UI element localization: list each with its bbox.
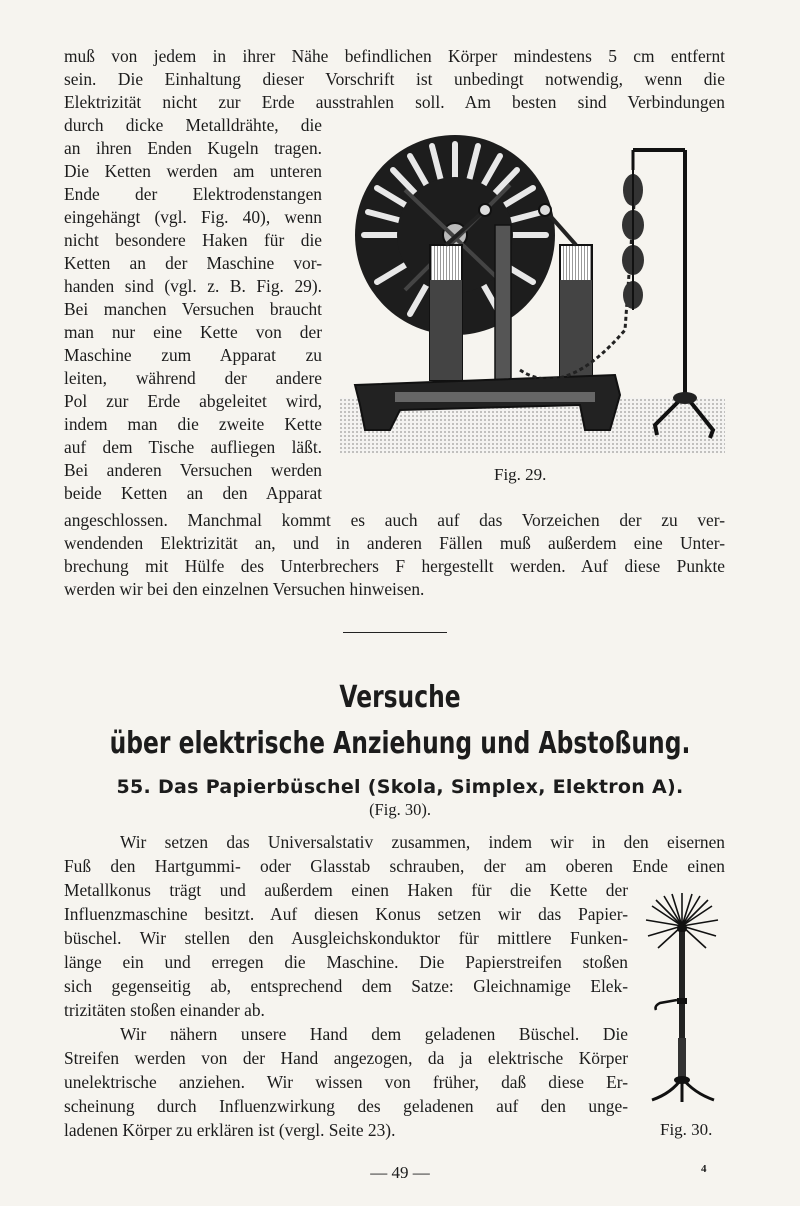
body-line: Wir nähern unsere Hand dem geladenen Büschel. Die	[120, 1024, 628, 1044]
section-heading: über elektrische Anziehung und Abstoßung.	[109, 726, 691, 761]
body-line: durch dicke Metalldrähte, die	[64, 115, 322, 135]
body-line: ladenen Körper zu erklären ist (vergl. Seite 23).	[64, 1120, 396, 1140]
body-line: man nur eine Kette von der	[64, 322, 322, 342]
body-line: Influenzmaschine besitzt. Auf diesen Konus setzen wir das Papier-	[64, 904, 628, 924]
body-line: Die Ketten werden am unteren	[64, 161, 322, 181]
body-line: beide Ketten an den Apparat	[64, 483, 322, 503]
influence-machine-figure	[335, 130, 730, 460]
body-line: handen sind (vgl. z. B. Fig. 29).	[64, 276, 322, 296]
figure-29-caption: Fig. 29.	[494, 465, 547, 484]
section-heading: Versuche	[339, 680, 461, 715]
body-line: Bei anderen Versuchen werden	[64, 460, 322, 480]
page-number: — 49 —	[370, 1163, 430, 1182]
section-divider	[343, 632, 447, 633]
body-line: Metallkonus trägt und außerdem einen Haken für die Kette der	[64, 880, 628, 900]
body-line: an ihren Enden Kugeln tragen.	[64, 138, 322, 158]
body-line: Elektrizität nicht zur Erde ausstrahlen soll. Am besten sind Verbindungen	[64, 92, 725, 112]
body-line: sein. Die Einhaltung dieser Vorschrift ist unbedingt notwendig, wenn die	[64, 69, 725, 89]
body-line: länge ein und erregen die Maschine. Die Papierstreifen stoßen	[64, 952, 628, 972]
body-line: angeschlossen. Manchmal kommt es auch auf das Vorzeichen der zu ver-	[64, 510, 725, 530]
body-line: Bei manchen Versuchen braucht	[64, 299, 322, 319]
body-line: unelektrische anziehen. Wir wissen von früher, daß diese Er-	[64, 1072, 628, 1092]
paper-tassel-figure	[642, 888, 732, 1118]
body-line: scheinung durch Influenzwirkung des geladenen auf den unge-	[64, 1096, 628, 1116]
body-line: Maschine zum Apparat zu	[64, 345, 322, 365]
body-line: sich gegenseitig ab, entsprechend dem Satze: Gleichnamige Elek-	[64, 976, 628, 996]
subsection-title: 55. Das Papierbüschel (Skola, Simplex, Elektron A).	[116, 776, 684, 798]
body-line: auf dem Tische aufliegen läßt.	[64, 437, 322, 457]
body-line: trizitäten stoßen einander ab.	[64, 1000, 265, 1020]
body-line: Ende der Elektrodenstangen	[64, 184, 322, 204]
body-line: Fuß den Hartgummi- oder Glasstab schrauben, der am oberen Ende einen	[64, 856, 725, 876]
body-line: brechung mit Hülfe des Unterbrechers F hergestellt werden. Auf diese Punkte	[64, 556, 725, 576]
body-line: Ketten an der Maschine vor-	[64, 253, 322, 273]
figure-reference: (Fig. 30).	[369, 800, 431, 819]
body-line: leiten, während der andere	[64, 368, 322, 388]
body-line: eingehängt (vgl. Fig. 40), wenn	[64, 207, 322, 227]
body-line: Streifen werden von der Hand angezogen, da ja elektrische Körper	[64, 1048, 628, 1068]
body-line: nicht besondere Haken für die	[64, 230, 322, 250]
signature-mark: 4	[701, 1163, 707, 1175]
figure-30-caption: Fig. 30.	[660, 1120, 713, 1139]
body-line: wendenden Elektrizität an, und in anderen Fällen muß außerdem eine Unter-	[64, 533, 725, 553]
body-line: büschel. Wir stellen den Ausgleichskonduktor für mittlere Funken-	[64, 928, 628, 948]
body-line: indem man die zweite Kette	[64, 414, 322, 434]
body-line: werden wir bei den einzelnen Versuchen hinweisen.	[64, 579, 425, 599]
body-line: Wir setzen das Universalstativ zusammen, indem wir in den eisernen	[120, 832, 725, 852]
body-line: Pol zur Erde abgeleitet wird,	[64, 391, 322, 411]
body-line: muß von jedem in ihrer Nähe befindlichen Körper mindestens 5 cm entfernt	[64, 46, 725, 66]
